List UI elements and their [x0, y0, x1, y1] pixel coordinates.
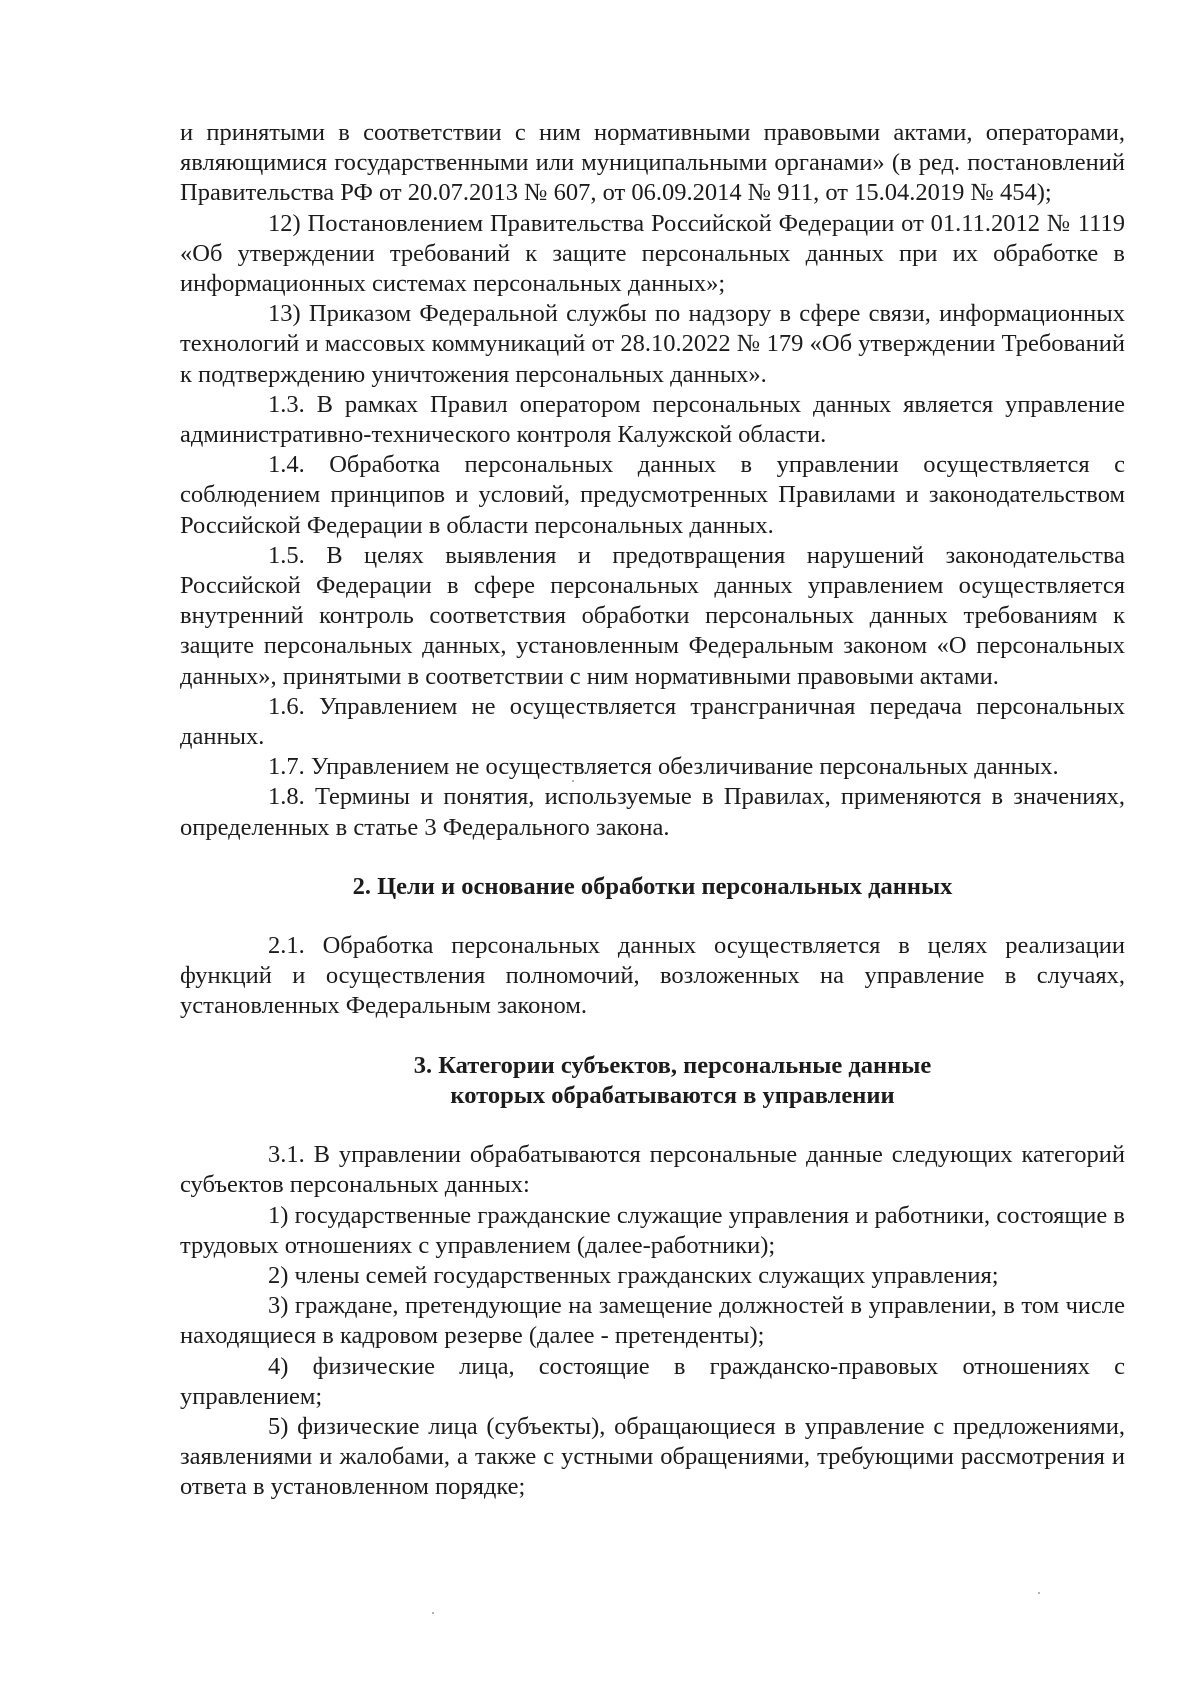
paragraph-1-6: 1.6. Управлением не осуществляется трансграничная передача персональных данных.	[180, 692, 1125, 751]
paragraph-2-1: 2.1. Обработка персональных данных осуществляется в целях реализации функций и осуществления полномочий, возложенных на управление в случаях, установленных Федеральным законом.	[180, 932, 1125, 1020]
paragraph-1-3: 1.3. В рамках Правил оператором персональных данных является управление административно-технического контроля Калужской области.	[180, 390, 1125, 449]
list-item-3: 3) граждане, претендующие на замещение должностей в управлении, в том числе находящиеся в кадровом резерве (далее - претенденты);	[180, 1292, 1125, 1350]
paragraph-1-7: 1.7. Управлением не осуществляется обезличивание персональных данных.	[268, 753, 1059, 781]
section-2-heading: 2. Цели и основание обработки персональных данных	[352, 872, 953, 900]
scan-speck	[432, 1612, 434, 1614]
paragraph-3-1: 3.1. В управлении обрабатываются персональные данные следующих категорий субъектов персональных данных:	[180, 1141, 1125, 1199]
paragraph-item-13: 13) Приказом Федеральной службы по надзору в сфере связи, информационных технологий и массовых коммуникаций от 28.10.2022 № 179 «Об утверждении Требований к подтверждению уничтожения персональных данных».	[180, 300, 1125, 388]
scan-speck	[572, 780, 574, 782]
list-item-1: 1) государственные гражданские служащие управления и работники, состоящие в трудовых отношениях с управлением (далее-работники);	[180, 1201, 1125, 1259]
paragraph-1-4: 1.4. Обработка персональных данных в управлении осуществляется с соблюдением принципов и условий, предусмотренных Правилами и законодательством Российской Федерации в области персональных данных.	[180, 451, 1125, 539]
paragraph-1-5: 1.5. В целях выявления и предотвращения нарушений законодательства Российской Федерации в сфере персональных данных управлением осуществляется внутренний контроль соответствия обработки персональных данных требованиям к защите персональных данных, установленным Федеральным законом «О персональных данных», принятыми в соответствии с ним нормативными правовыми актами.	[180, 541, 1125, 690]
list-item-2: 2) члены семей государственных гражданских служащих управления;	[268, 1261, 999, 1289]
section-3-heading-line-2: которых обрабатываются в управлении	[450, 1081, 895, 1109]
list-item-5: 5) физические лица (субъекты), обращающиеся в управление с предложениями, заявлениями и жалобами, а также с устными обращениями, требующими рассмотрения и ответа в установленном порядке;	[180, 1412, 1125, 1501]
paragraph-item-12: 12) Постановлением Правительства Российской Федерации от 01.11.2012 № 1119 «Об утверждении требований к защите персональных данных при их обработке в информационных системах персональных данных»;	[180, 209, 1125, 298]
paragraph-continuation: и принятыми в соответствии с ним нормативными правовыми актами, операторами, являющимися государственными или муниципальными органами» (в ред. постановлений Правительства РФ от 20.07.2013 № 607, от 06.09.2014 № 911, от 15.04.2019 № 454);	[180, 119, 1125, 207]
list-item-4: 4) физические лица, состоящие в гражданско-правовых отношениях с управлением;	[180, 1352, 1125, 1410]
scan-speck	[1038, 1592, 1040, 1594]
document-body	[180, 118, 1125, 1503]
section-3-heading-line-1: 3. Категории субъектов, персональные данные	[413, 1051, 932, 1079]
paragraph-1-8: 1.8. Термины и понятия, используемые в Правилах, применяются в значениях, определенных в статье 3 Федерального закона.	[180, 783, 1125, 841]
section-3-heading	[180, 1051, 1125, 1111]
